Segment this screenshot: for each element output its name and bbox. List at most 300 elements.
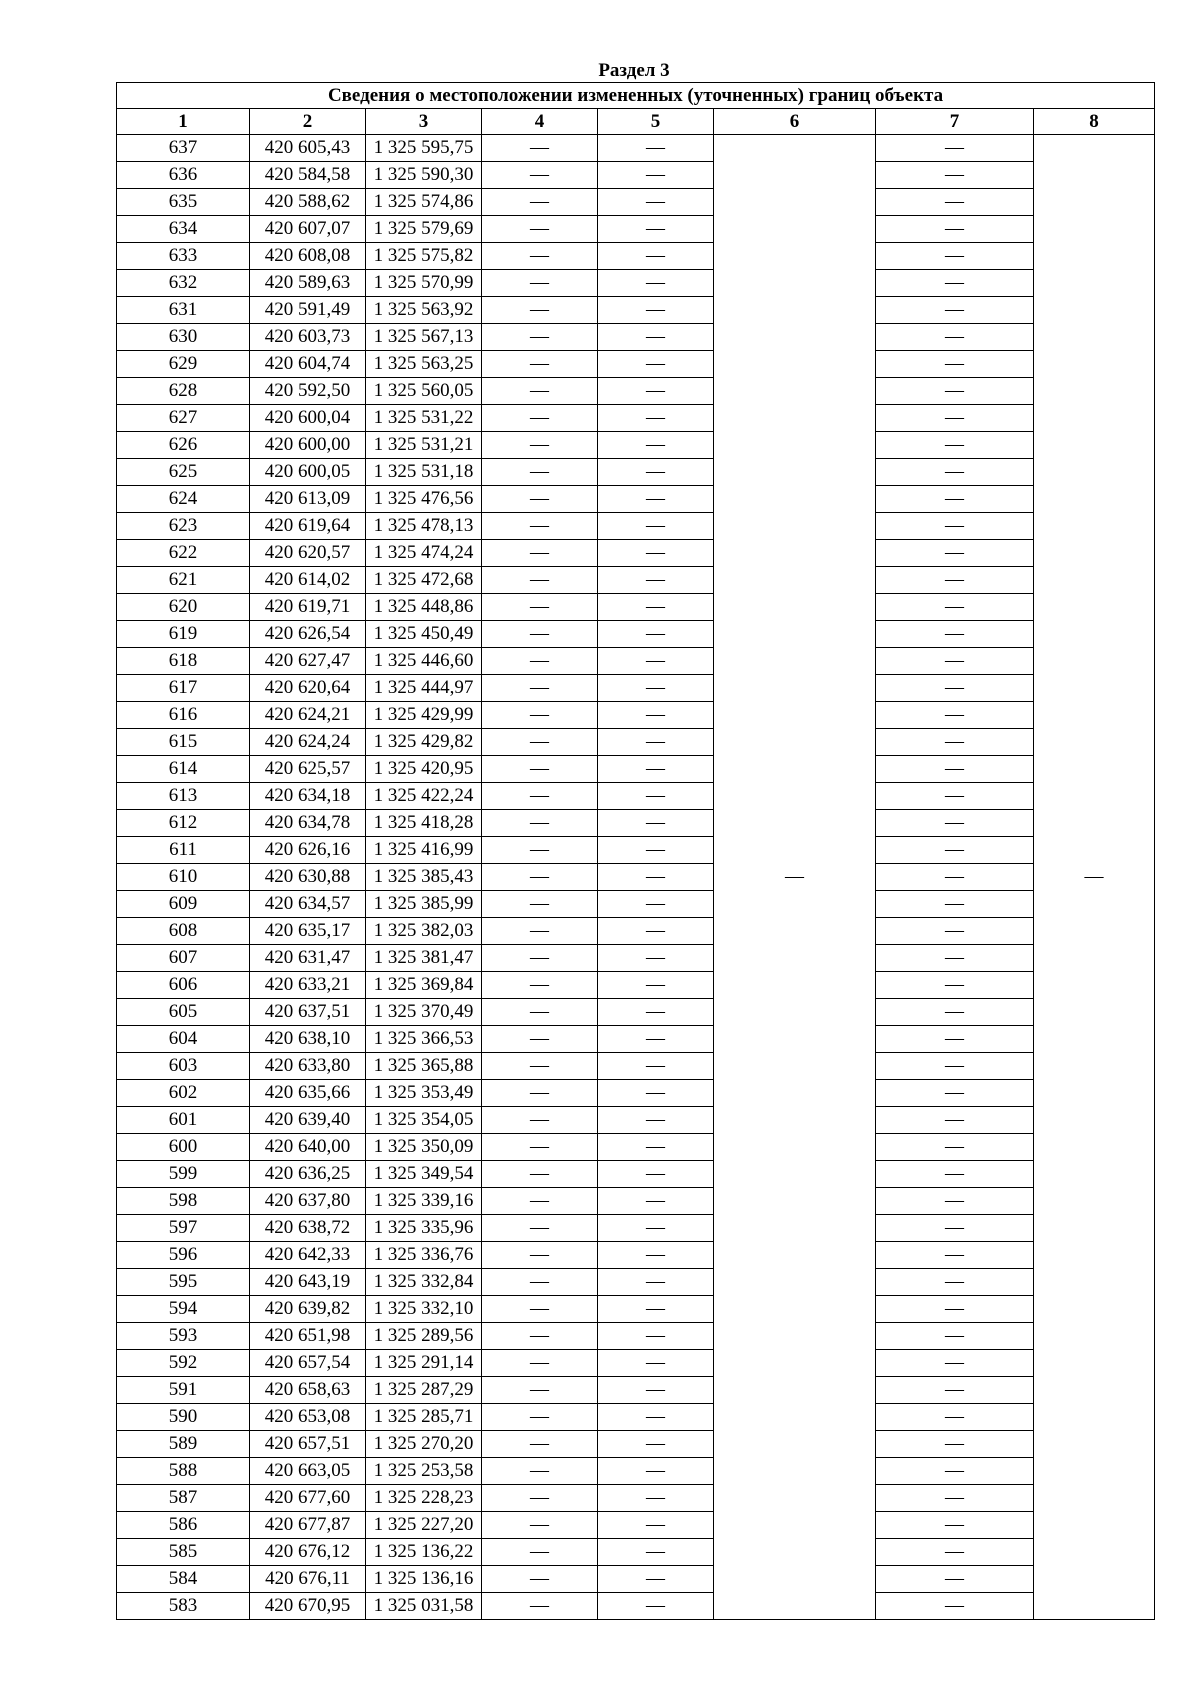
coordinate-x: 420 633,80 [250, 1053, 366, 1080]
col5-dash: — [598, 459, 714, 486]
col5-dash: — [598, 135, 714, 162]
col5-dash: — [598, 324, 714, 351]
point-number: 634 [117, 216, 250, 243]
col5-dash: — [598, 1080, 714, 1107]
coordinate-x: 420 637,51 [250, 999, 366, 1026]
col7-dash: — [876, 270, 1034, 297]
col7-dash: — [876, 567, 1034, 594]
point-number: 594 [117, 1296, 250, 1323]
col4-dash: — [482, 1053, 598, 1080]
table-row [117, 432, 1155, 459]
coordinate-x: 420 635,66 [250, 1080, 366, 1107]
table-row [117, 1107, 1155, 1134]
table-row [117, 567, 1155, 594]
col5-dash: — [598, 405, 714, 432]
table-row [117, 270, 1155, 297]
col4-dash: — [482, 648, 598, 675]
point-number: 608 [117, 918, 250, 945]
col5-dash: — [598, 270, 714, 297]
table-row [117, 1512, 1155, 1539]
col7-dash: — [876, 810, 1034, 837]
col4-dash: — [482, 999, 598, 1026]
table-title: Сведения о местоположении измененных (уточненных) границ объекта [117, 83, 1155, 109]
col7-dash: — [876, 1269, 1034, 1296]
coordinate-x: 420 635,17 [250, 918, 366, 945]
coordinate-x: 420 589,63 [250, 270, 366, 297]
table-row [117, 405, 1155, 432]
col4-dash: — [482, 378, 598, 405]
coordinate-x: 420 676,12 [250, 1539, 366, 1566]
col7-dash: — [876, 783, 1034, 810]
coordinate-x: 420 670,95 [250, 1593, 366, 1620]
coordinate-y: 1 325 287,29 [366, 1377, 482, 1404]
coordinate-x: 420 637,80 [250, 1188, 366, 1215]
col5-dash: — [598, 1026, 714, 1053]
col4-dash: — [482, 486, 598, 513]
col7-dash: — [876, 675, 1034, 702]
col4-dash: — [482, 1269, 598, 1296]
coordinate-y: 1 325 291,14 [366, 1350, 482, 1377]
table-row [117, 729, 1155, 756]
table-row [117, 972, 1155, 999]
col7-dash: — [876, 1080, 1034, 1107]
coordinate-y: 1 325 339,16 [366, 1188, 482, 1215]
table-row [117, 1026, 1155, 1053]
coordinate-y: 1 325 448,86 [366, 594, 482, 621]
coordinate-y: 1 325 560,05 [366, 378, 482, 405]
coordinate-x: 420 600,04 [250, 405, 366, 432]
coordinate-x: 420 625,57 [250, 756, 366, 783]
coordinate-x: 420 636,25 [250, 1161, 366, 1188]
point-number: 631 [117, 297, 250, 324]
col7-dash: — [876, 945, 1034, 972]
col5-dash: — [598, 621, 714, 648]
coordinate-x: 420 608,08 [250, 243, 366, 270]
col5-dash: — [598, 945, 714, 972]
table-row [117, 189, 1155, 216]
coordinate-x: 420 631,47 [250, 945, 366, 972]
table-row [117, 1404, 1155, 1431]
col7-dash: — [876, 621, 1034, 648]
col5-dash: — [598, 513, 714, 540]
column-header-6: 6 [714, 109, 876, 135]
col7-dash: — [876, 864, 1034, 891]
col7-dash: — [876, 459, 1034, 486]
point-number: 584 [117, 1566, 250, 1593]
col5-dash: — [598, 675, 714, 702]
point-number: 607 [117, 945, 250, 972]
col5-dash: — [598, 243, 714, 270]
table-title-row [117, 83, 1155, 109]
point-number: 628 [117, 378, 250, 405]
section-title: Раздел 3 [598, 60, 670, 81]
col7-dash: — [876, 1404, 1034, 1431]
col4-dash: — [482, 837, 598, 864]
coordinate-y: 1 325 350,09 [366, 1134, 482, 1161]
coordinate-x: 420 619,64 [250, 513, 366, 540]
col4-dash: — [482, 513, 598, 540]
coordinate-y: 1 325 450,49 [366, 621, 482, 648]
col4-dash: — [482, 1512, 598, 1539]
col5-dash: — [598, 783, 714, 810]
point-number: 596 [117, 1242, 250, 1269]
col7-dash: — [876, 1539, 1034, 1566]
point-number: 606 [117, 972, 250, 999]
coordinate-x: 420 627,47 [250, 648, 366, 675]
col5-dash: — [598, 1404, 714, 1431]
column-header-5: 5 [598, 109, 714, 135]
col7-dash: — [876, 1107, 1034, 1134]
table-row [117, 540, 1155, 567]
table-row [117, 1431, 1155, 1458]
col4-dash: — [482, 162, 598, 189]
coordinate-y: 1 325 574,86 [366, 189, 482, 216]
coordinate-x: 420 626,54 [250, 621, 366, 648]
coordinate-x: 420 657,54 [250, 1350, 366, 1377]
table-row [117, 1053, 1155, 1080]
col4-dash: — [482, 1458, 598, 1485]
column-header-7: 7 [876, 109, 1034, 135]
column-header-3: 3 [366, 109, 482, 135]
table-row [117, 351, 1155, 378]
col7-dash: — [876, 648, 1034, 675]
table-row [117, 162, 1155, 189]
col7-dash: — [876, 513, 1034, 540]
coordinate-x: 420 639,40 [250, 1107, 366, 1134]
col4-dash: — [482, 1377, 598, 1404]
coordinate-y: 1 325 418,28 [366, 810, 482, 837]
coordinate-y: 1 325 228,23 [366, 1485, 482, 1512]
coordinate-y: 1 325 446,60 [366, 648, 482, 675]
point-number: 617 [117, 675, 250, 702]
coordinate-y: 1 325 335,96 [366, 1215, 482, 1242]
col4-dash: — [482, 594, 598, 621]
point-number: 635 [117, 189, 250, 216]
coordinate-y: 1 325 478,13 [366, 513, 482, 540]
point-number: 611 [117, 837, 250, 864]
col7-dash: — [876, 1242, 1034, 1269]
coordinate-x: 420 620,64 [250, 675, 366, 702]
coordinate-y: 1 325 369,84 [366, 972, 482, 999]
table-row [117, 513, 1155, 540]
table-row [117, 1188, 1155, 1215]
col5-dash: — [598, 189, 714, 216]
point-number: 598 [117, 1188, 250, 1215]
point-number: 619 [117, 621, 250, 648]
coordinate-y: 1 325 382,03 [366, 918, 482, 945]
point-number: 587 [117, 1485, 250, 1512]
coordinate-y: 1 325 227,20 [366, 1512, 482, 1539]
col4-dash: — [482, 1593, 598, 1620]
point-number: 633 [117, 243, 250, 270]
coordinate-x: 420 592,50 [250, 378, 366, 405]
coordinate-y: 1 325 365,88 [366, 1053, 482, 1080]
col4-dash: — [482, 432, 598, 459]
coordinate-y: 1 325 563,25 [366, 351, 482, 378]
column-header-2: 2 [250, 109, 366, 135]
col4-dash: — [482, 1296, 598, 1323]
col4-dash: — [482, 864, 598, 891]
col5-dash: — [598, 837, 714, 864]
table-row [117, 648, 1155, 675]
col7-dash: — [876, 1458, 1034, 1485]
col7-dash: — [876, 486, 1034, 513]
col4-dash: — [482, 540, 598, 567]
col5-dash: — [598, 864, 714, 891]
point-number: 588 [117, 1458, 250, 1485]
coordinate-y: 1 325 253,58 [366, 1458, 482, 1485]
col7-dash: — [876, 1377, 1034, 1404]
col7-dash: — [876, 216, 1034, 243]
point-number: 610 [117, 864, 250, 891]
point-number: 616 [117, 702, 250, 729]
coordinate-x: 420 607,07 [250, 216, 366, 243]
col5-dash: — [598, 702, 714, 729]
col4-dash: — [482, 729, 598, 756]
coordinate-x: 420 653,08 [250, 1404, 366, 1431]
col5-dash: — [598, 351, 714, 378]
point-number: 591 [117, 1377, 250, 1404]
table-row [117, 918, 1155, 945]
col5-dash: — [598, 756, 714, 783]
col7-dash: — [876, 918, 1034, 945]
coordinate-x: 420 639,82 [250, 1296, 366, 1323]
coordinate-x: 420 624,21 [250, 702, 366, 729]
col7-dash: — [876, 729, 1034, 756]
col5-dash: — [598, 162, 714, 189]
table-row [117, 594, 1155, 621]
point-number: 590 [117, 1404, 250, 1431]
coordinate-x: 420 603,73 [250, 324, 366, 351]
coordinate-y: 1 325 531,21 [366, 432, 482, 459]
coordinate-x: 420 614,02 [250, 567, 366, 594]
col4-dash: — [482, 1215, 598, 1242]
point-number: 589 [117, 1431, 250, 1458]
point-number: 623 [117, 513, 250, 540]
coordinate-y: 1 325 353,49 [366, 1080, 482, 1107]
point-number: 622 [117, 540, 250, 567]
coordinate-x: 420 643,19 [250, 1269, 366, 1296]
coordinate-y: 1 325 381,47 [366, 945, 482, 972]
table-row [117, 756, 1155, 783]
coordinate-y: 1 325 590,30 [366, 162, 482, 189]
col5-dash: — [598, 216, 714, 243]
col5-dash: — [598, 432, 714, 459]
table-row [117, 675, 1155, 702]
col7-dash: — [876, 351, 1034, 378]
coordinate-x: 420 613,09 [250, 486, 366, 513]
coordinate-x: 420 638,10 [250, 1026, 366, 1053]
table-row [117, 891, 1155, 918]
coordinate-y: 1 325 332,84 [366, 1269, 482, 1296]
coordinate-y: 1 325 385,99 [366, 891, 482, 918]
col4-dash: — [482, 756, 598, 783]
col7-dash: — [876, 324, 1034, 351]
col4-dash: — [482, 1539, 598, 1566]
col5-dash: — [598, 1350, 714, 1377]
table-row [117, 837, 1155, 864]
coordinate-x: 420 642,33 [250, 1242, 366, 1269]
col5-dash: — [598, 1458, 714, 1485]
col5-dash: — [598, 1188, 714, 1215]
col7-dash: — [876, 1485, 1034, 1512]
col7-dash: — [876, 1161, 1034, 1188]
col5-dash: — [598, 1134, 714, 1161]
coordinate-y: 1 325 531,22 [366, 405, 482, 432]
table-row [117, 783, 1155, 810]
col5-dash: — [598, 594, 714, 621]
col5-dash: — [598, 1431, 714, 1458]
coordinate-x: 420 657,51 [250, 1431, 366, 1458]
col7-dash: — [876, 243, 1034, 270]
coordinate-y: 1 325 474,24 [366, 540, 482, 567]
col7-dash: — [876, 1053, 1034, 1080]
table-row [117, 1539, 1155, 1566]
col4-dash: — [482, 1566, 598, 1593]
col7-dash: — [876, 1296, 1034, 1323]
coordinate-x: 420 633,21 [250, 972, 366, 999]
col5-dash: — [598, 297, 714, 324]
coordinate-y: 1 325 595,75 [366, 135, 482, 162]
point-number: 624 [117, 486, 250, 513]
coordinate-x: 420 584,58 [250, 162, 366, 189]
table-row [117, 1134, 1155, 1161]
table-row [117, 459, 1155, 486]
col4-dash: — [482, 216, 598, 243]
coordinate-y: 1 325 429,99 [366, 702, 482, 729]
table-row [117, 1485, 1155, 1512]
coordinate-y: 1 325 420,95 [366, 756, 482, 783]
col7-dash: — [876, 1215, 1034, 1242]
table-row [117, 243, 1155, 270]
col4-dash: — [482, 1026, 598, 1053]
coordinate-y: 1 325 567,13 [366, 324, 482, 351]
table-row [117, 216, 1155, 243]
coordinate-y: 1 325 570,99 [366, 270, 482, 297]
point-number: 621 [117, 567, 250, 594]
coordinate-x: 420 658,63 [250, 1377, 366, 1404]
point-number: 604 [117, 1026, 250, 1053]
col5-dash: — [598, 540, 714, 567]
col7-dash: — [876, 756, 1034, 783]
col5-dash: — [598, 1512, 714, 1539]
table-row [117, 945, 1155, 972]
col4-dash: — [482, 1323, 598, 1350]
col7-dash: — [876, 1512, 1034, 1539]
table-row [117, 864, 1155, 891]
point-number: 609 [117, 891, 250, 918]
coordinate-y: 1 325 422,24 [366, 783, 482, 810]
coordinate-x: 420 600,00 [250, 432, 366, 459]
table-row [117, 1242, 1155, 1269]
coordinate-y: 1 325 354,05 [366, 1107, 482, 1134]
coordinate-y: 1 325 531,18 [366, 459, 482, 486]
col7-dash: — [876, 972, 1034, 999]
point-number: 625 [117, 459, 250, 486]
col4-dash: — [482, 1485, 598, 1512]
point-number: 615 [117, 729, 250, 756]
table-row [117, 135, 1155, 162]
col7-dash: — [876, 189, 1034, 216]
col4-dash: — [482, 702, 598, 729]
table-row [117, 702, 1155, 729]
table-row [117, 810, 1155, 837]
col5-dash: — [598, 1566, 714, 1593]
col4-dash: — [482, 297, 598, 324]
col5-dash: — [598, 729, 714, 756]
table-row [117, 324, 1155, 351]
col5-dash: — [598, 1539, 714, 1566]
coordinate-y: 1 325 136,16 [366, 1566, 482, 1593]
table-row [117, 1269, 1155, 1296]
col7-dash: — [876, 540, 1034, 567]
table-row [117, 378, 1155, 405]
col7-dash: — [876, 891, 1034, 918]
col5-dash: — [598, 1296, 714, 1323]
point-number: 637 [117, 135, 250, 162]
table-body [117, 135, 1155, 1620]
col7-dash: — [876, 297, 1034, 324]
coordinate-x: 420 588,62 [250, 189, 366, 216]
col5-dash: — [598, 567, 714, 594]
col7-dash: — [876, 702, 1034, 729]
coordinate-y: 1 325 349,54 [366, 1161, 482, 1188]
col7-dash: — [876, 405, 1034, 432]
point-number: 585 [117, 1539, 250, 1566]
column-header-1: 1 [117, 109, 250, 135]
coordinate-x: 420 600,05 [250, 459, 366, 486]
col5-dash: — [598, 1215, 714, 1242]
col7-dash: — [876, 1188, 1034, 1215]
point-number: 600 [117, 1134, 250, 1161]
coordinate-x: 420 676,11 [250, 1566, 366, 1593]
col4-dash: — [482, 810, 598, 837]
col5-dash: — [598, 999, 714, 1026]
point-number: 630 [117, 324, 250, 351]
table-row [117, 1296, 1155, 1323]
col4-dash: — [482, 945, 598, 972]
col5-dash: — [598, 1377, 714, 1404]
col7-dash: — [876, 1566, 1034, 1593]
point-number: 632 [117, 270, 250, 297]
coordinate-x: 420 638,72 [250, 1215, 366, 1242]
col7-dash: — [876, 135, 1034, 162]
col7-dash: — [876, 378, 1034, 405]
col7-dash: — [876, 594, 1034, 621]
point-number: 629 [117, 351, 250, 378]
point-number: 612 [117, 810, 250, 837]
coordinate-y: 1 325 429,82 [366, 729, 482, 756]
col4-dash: — [482, 459, 598, 486]
col5-dash: — [598, 1593, 714, 1620]
col4-dash: — [482, 918, 598, 945]
col4-dash: — [482, 891, 598, 918]
col8-merged-dash: — [1034, 135, 1155, 1620]
point-number: 626 [117, 432, 250, 459]
col4-dash: — [482, 1242, 598, 1269]
col4-dash: — [482, 324, 598, 351]
col6-merged-dash: — [714, 135, 876, 1620]
table-row [117, 1593, 1155, 1620]
coordinate-y: 1 325 370,49 [366, 999, 482, 1026]
point-number: 602 [117, 1080, 250, 1107]
coordinate-y: 1 325 270,20 [366, 1431, 482, 1458]
point-number: 605 [117, 999, 250, 1026]
coordinate-x: 420 677,87 [250, 1512, 366, 1539]
table-row [117, 1161, 1155, 1188]
coordinate-x: 420 605,43 [250, 135, 366, 162]
col5-dash: — [598, 1323, 714, 1350]
